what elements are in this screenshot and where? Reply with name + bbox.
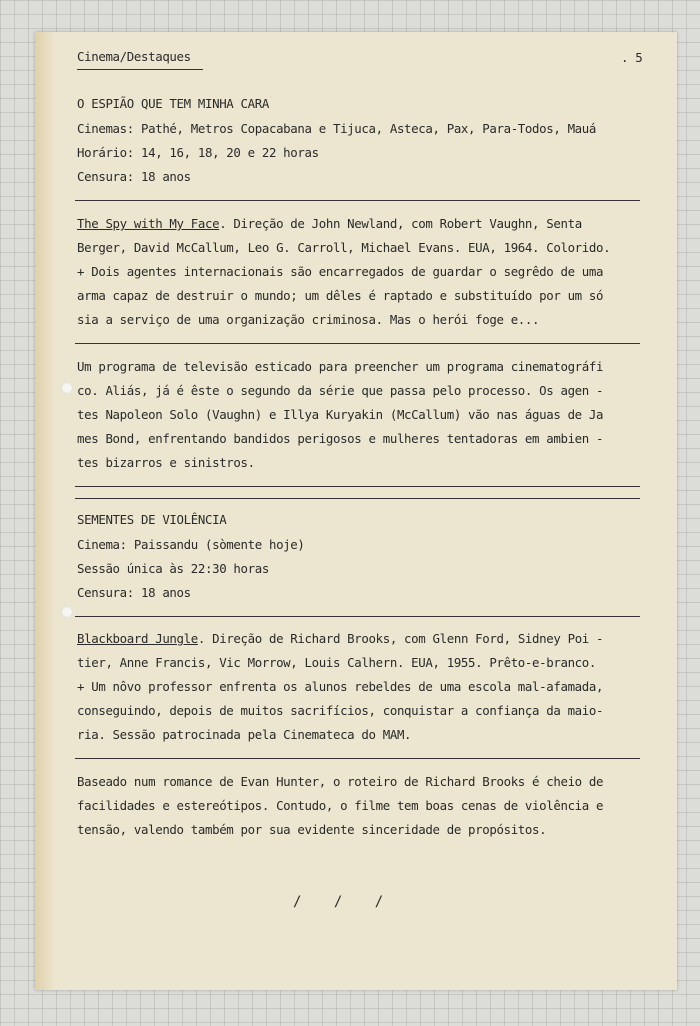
- film1-horario: Horário: 14, 16, 18, 20 e 22 horas: [77, 145, 319, 160]
- film1-synopsis-line: sia a serviço de uma organização criminosa. Mas o herói foge e...: [77, 312, 540, 327]
- film1-synopsis-line: + Dois agentes internacionais são encarregados de guardar o segrêdo de uma: [77, 264, 604, 279]
- film1-review-line: mes Bond, enfrentando bandidos perigosos e mulheres tentadoras em ambien -: [77, 431, 604, 446]
- film2-review-line: tensão, valendo também por sua evidente sinceridade de propósitos.: [77, 822, 547, 837]
- film2-sessao: Sessão única às 22:30 horas: [77, 561, 269, 576]
- film2-review-line: Baseado num romance de Evan Hunter, o roteiro de Richard Brooks é cheio de: [77, 774, 604, 789]
- film2-synopsis-line: ria. Sessão patrocinada pela Cinemateca do MAM.: [77, 727, 412, 742]
- film1-review-line: tes Napoleon Solo (Vaughn) e Illya Kuryakin (McCallum) vão nas águas de Ja: [77, 407, 604, 422]
- film1-review-line: co. Aliás, já é êste o segundo da série que passa pelo processo. Os agen -: [77, 383, 604, 398]
- film1-synopsis-line: The Spy with My Face. Direção de John Newland, com Robert Vaughn, Senta: [77, 216, 582, 231]
- film2-title: SEMENTES DE VIOLÊNCIA: [77, 512, 227, 527]
- film2-original-title: Blackboard Jungle: [77, 631, 198, 646]
- film1-censura: Censura: 18 anos: [77, 169, 191, 184]
- typewritten-page: [35, 32, 677, 990]
- film2-synopsis-line: Blackboard Jungle. Direção de Richard Brooks, com Glenn Ford, Sidney Poi -: [77, 631, 604, 646]
- page-number: . 5: [621, 50, 643, 65]
- film1-review-line: Um programa de televisão esticado para preencher um programa cinematográfi: [77, 359, 604, 374]
- film2-synopsis-line: tier, Anne Francis, Vic Morrow, Louis Calhern. EUA, 1955. Prêto-e-branco.: [77, 655, 597, 670]
- film1-cinemas: Cinemas: Pathé, Metros Copacabana e Tijuca, Asteca, Pax, Para-Todos, Mauá: [77, 121, 597, 136]
- film1-title: O ESPIÃO QUE TEM MINHA CARA: [77, 96, 269, 111]
- film2-review-line: facilidades e estereótipos. Contudo, o filme tem boas cenas de violência e: [77, 798, 604, 813]
- film2-censura: Censura: 18 anos: [77, 585, 191, 600]
- divider: [75, 200, 640, 201]
- section-header: Cinema/Destaques: [77, 49, 191, 64]
- punch-hole: [61, 606, 73, 618]
- film1-synopsis-line: arma capaz de destruir o mundo; um dêles é raptado e substituído por um só: [77, 288, 604, 303]
- film2-synopsis-line: conseguindo, depois de muitos sacrifícios, conquistar a confiança da maio-: [77, 703, 604, 718]
- header-underline: [77, 69, 203, 70]
- film1-synopsis-line: Berger, David McCallum, Leo G. Carroll, Michael Evans. EUA, 1964. Colorido.: [77, 240, 611, 255]
- divider: [75, 616, 640, 617]
- film2-cinema: Cinema: Paissandu (sòmente hoje): [77, 537, 305, 552]
- divider: [75, 343, 640, 344]
- film2-synopsis-line: + Um nôvo professor enfrenta os alunos rebeldes de uma escola mal-afamada,: [77, 679, 604, 694]
- film1-review-line: tes bizarros e sinistros.: [77, 455, 255, 470]
- divider: [75, 486, 640, 487]
- film1-original-title: The Spy with My Face: [77, 216, 220, 231]
- divider: [75, 758, 640, 759]
- punch-hole: [61, 382, 73, 394]
- end-mark: / / /: [293, 894, 396, 910]
- divider: [75, 498, 640, 499]
